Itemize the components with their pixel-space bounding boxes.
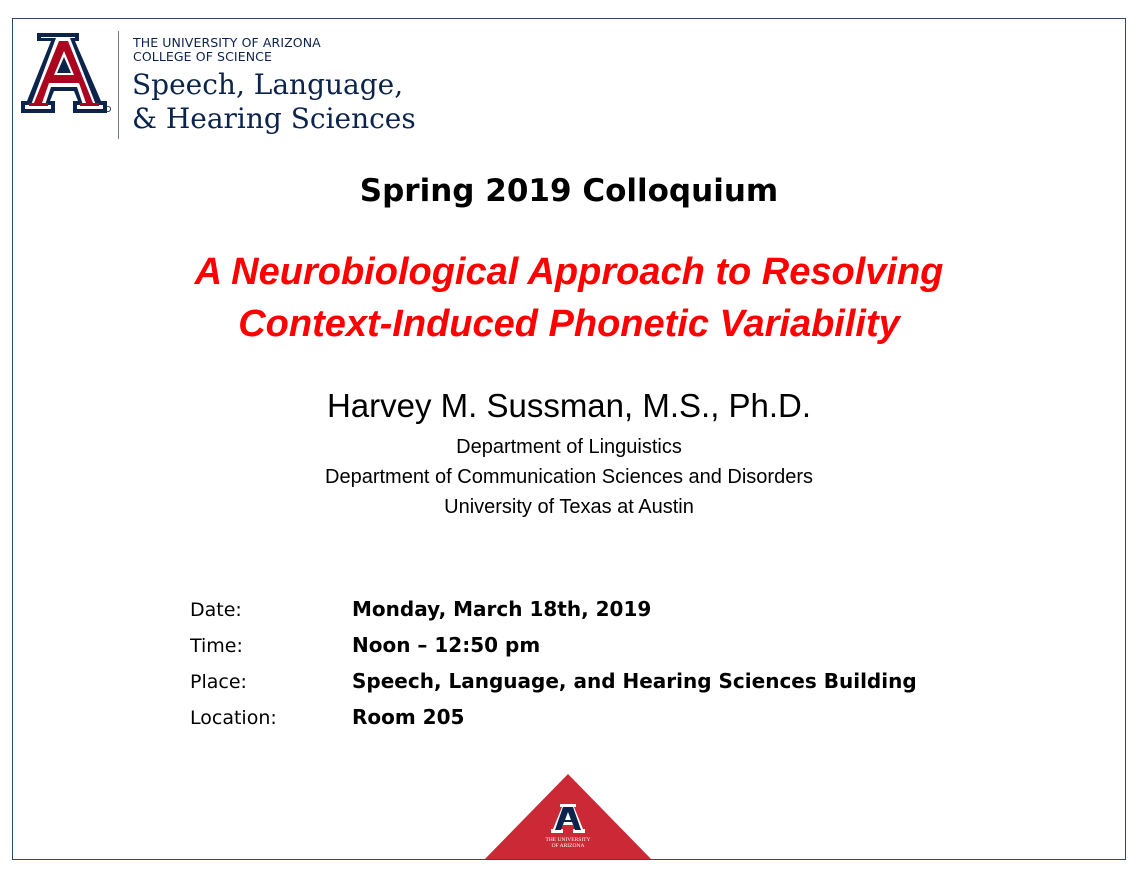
- speaker-affiliation: Department of Linguistics: [456, 436, 682, 458]
- talk-title-line2: Context-Induced Phonetic Variability: [238, 303, 900, 345]
- footer-line2: OF ARIZONA: [551, 843, 585, 849]
- detail-value: Speech, Language, and Hearing Sciences Building: [352, 669, 917, 693]
- department-name-line1: Speech, Language,: [132, 68, 404, 101]
- arizona-block-a-icon: [21, 33, 111, 113]
- detail-label: Time:: [190, 635, 243, 657]
- detail-label: Date:: [190, 599, 242, 621]
- detail-value: Monday, March 18th, 2019: [352, 597, 652, 621]
- colloquium-series-title: Spring 2019 Colloquium: [359, 173, 779, 209]
- header-divider: [118, 31, 119, 139]
- university-name: THE UNIVERSITY OF ARIZONA: [133, 35, 321, 50]
- detail-label: Place:: [190, 671, 247, 693]
- department-name-line2: & Hearing Sciences: [132, 102, 416, 135]
- footer-arizona-logo: [483, 774, 653, 860]
- speaker-affiliation: Department of Communication Sciences and Disorders: [325, 466, 813, 488]
- detail-label: Location:: [190, 707, 277, 729]
- talk-title-line1: A Neurobiological Approach to Resolving: [194, 251, 944, 293]
- footer-line1: THE UNIVERSITY: [545, 837, 591, 843]
- speaker-name: Harvey M. Sussman, M.S., Ph.D.: [326, 387, 812, 424]
- detail-value: Room 205: [352, 705, 465, 729]
- colloquium-flyer: [12, 18, 1126, 860]
- speaker-affiliation: University of Texas at Austin: [444, 496, 694, 518]
- detail-value: Noon – 12:50 pm: [352, 633, 541, 657]
- college-name: COLLEGE OF SCIENCE: [133, 49, 272, 64]
